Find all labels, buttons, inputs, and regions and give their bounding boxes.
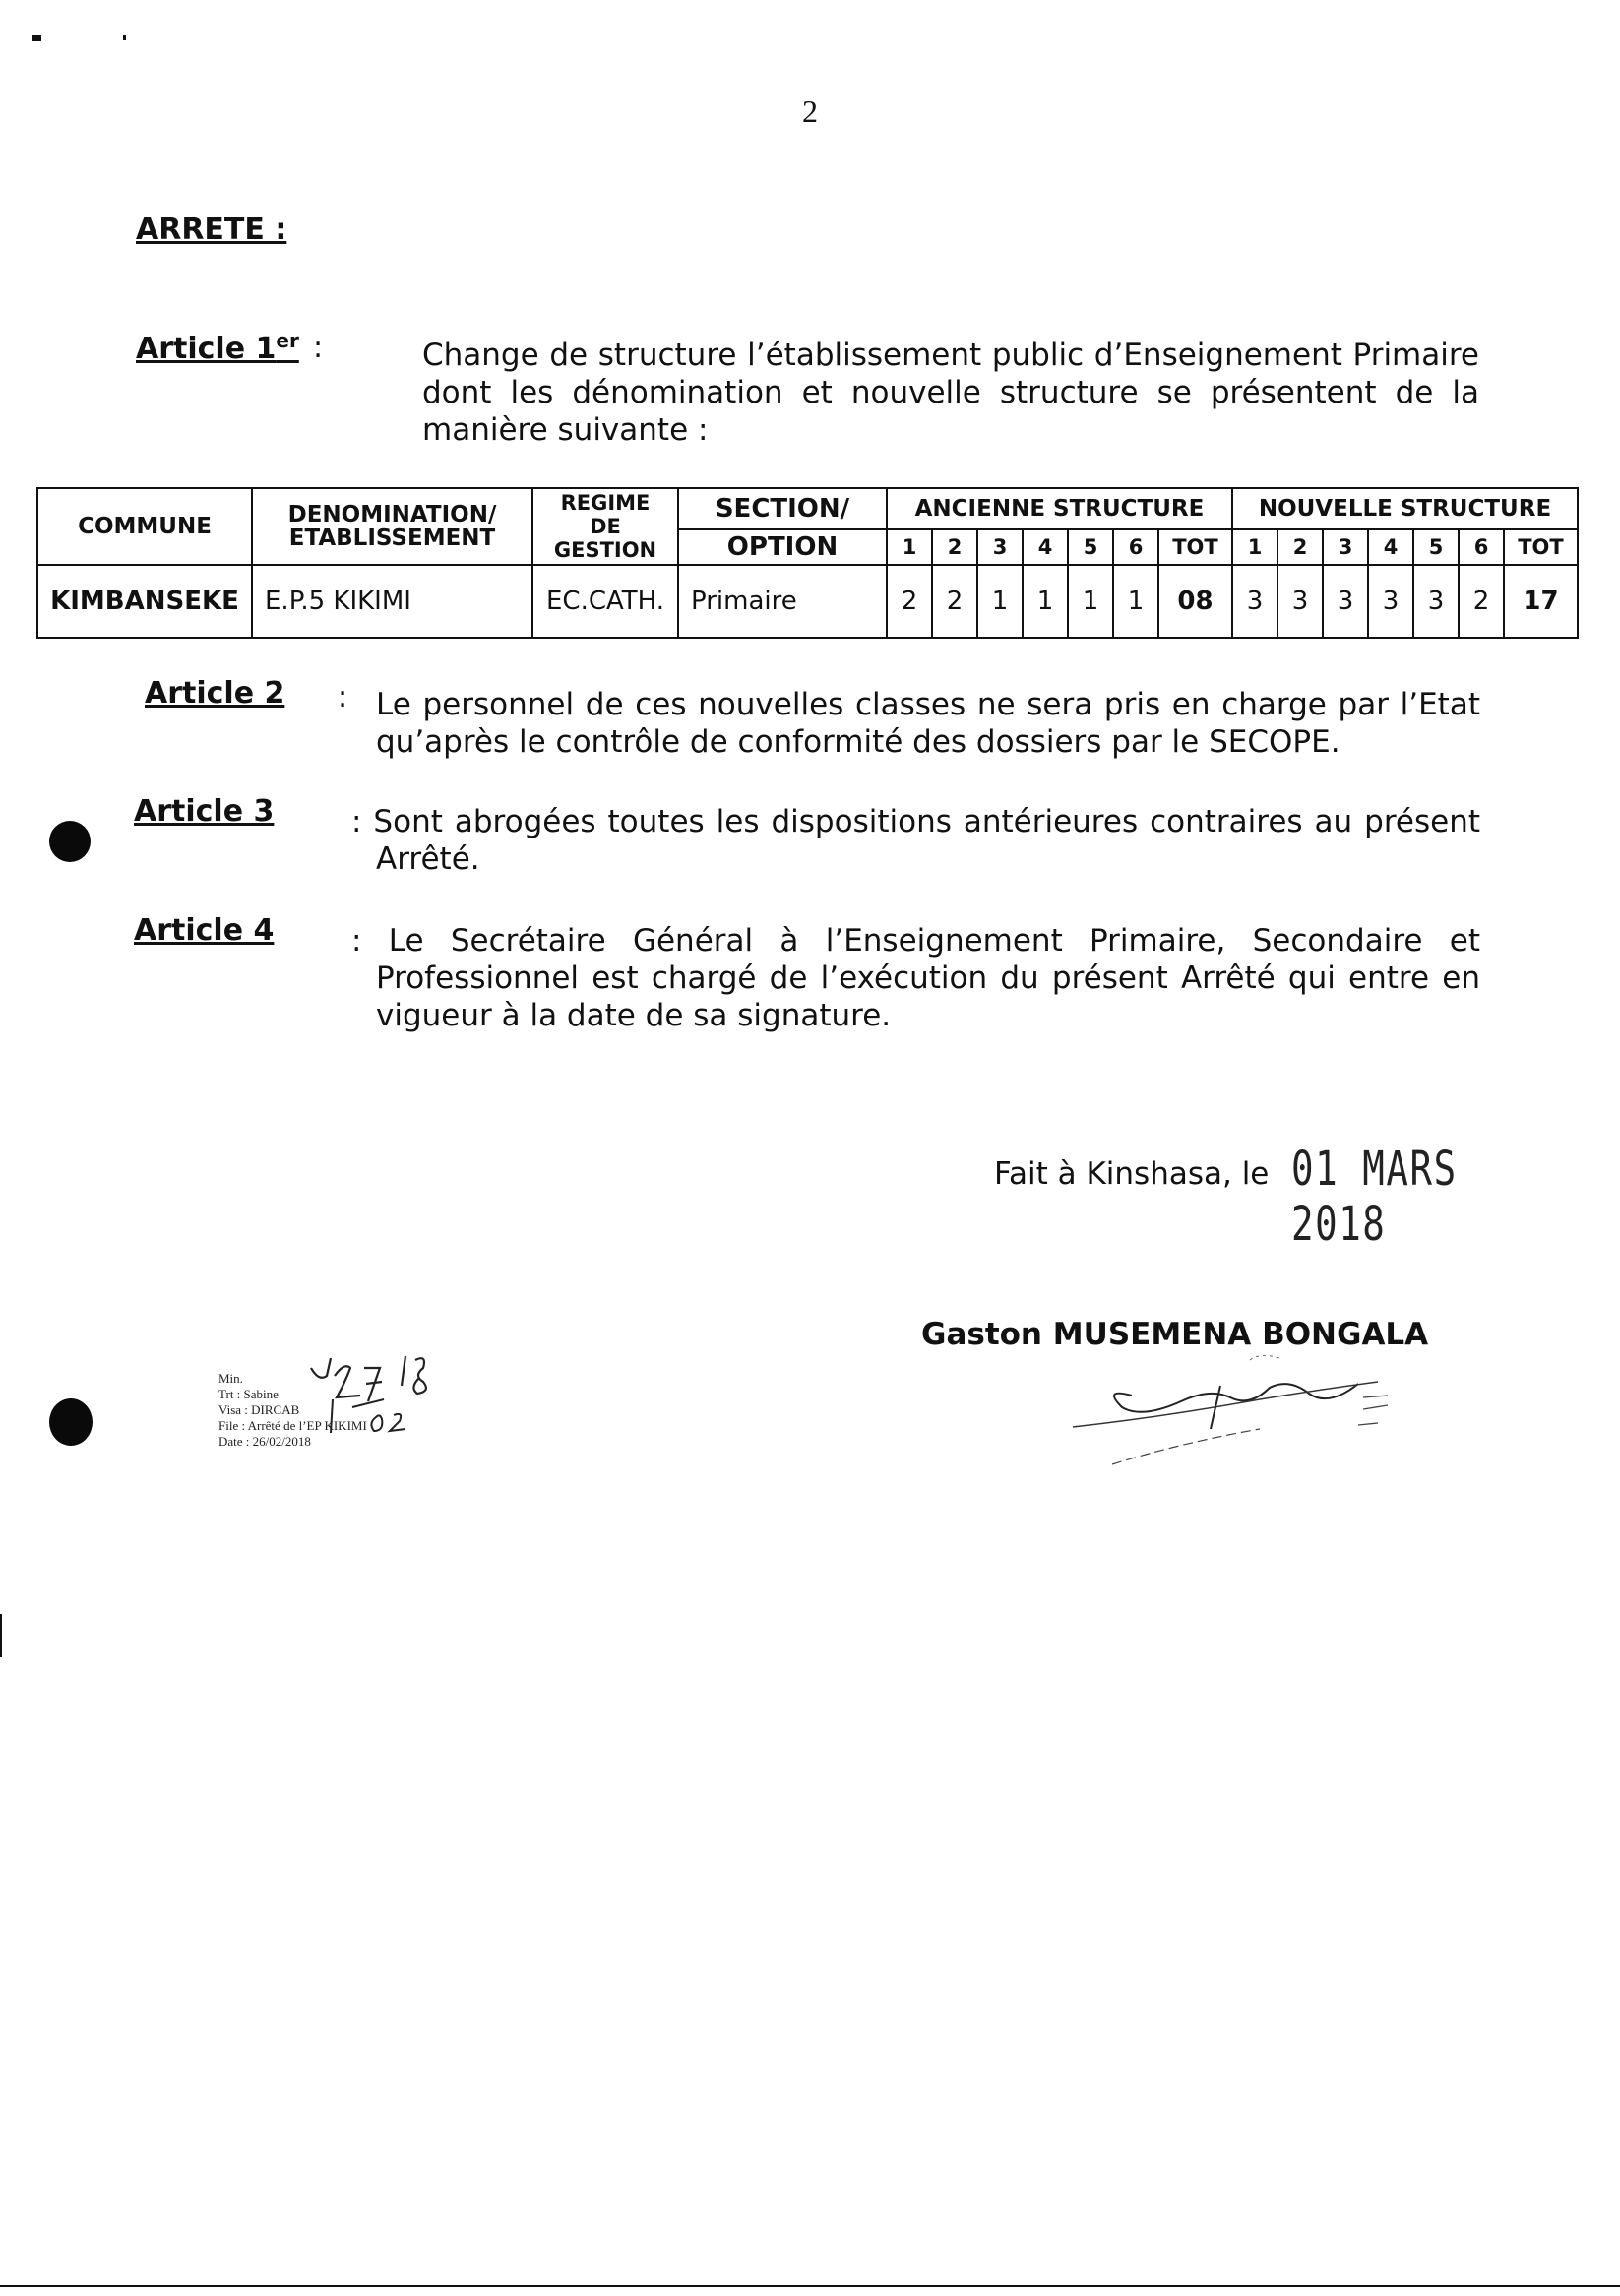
article-1-line: manière suivante :: [422, 412, 709, 448]
header-total: TOT: [1504, 529, 1578, 565]
header-class: 3: [977, 529, 1023, 565]
scan-speck: [32, 35, 41, 41]
article-2-line: Le personnel de ces nouvelles classes ne sera pris en charge par l’Etat: [376, 687, 1480, 722]
reference-min: Min.: [218, 1371, 243, 1386]
header-class: 6: [1459, 529, 1504, 565]
header-regime-line: REGIME: [560, 491, 651, 515]
article-4-line: vigueur à la date de sa signature.: [376, 998, 892, 1033]
article-4-line: : Le Secrétaire Général à l’Enseignement Primaire, Secondaire et: [351, 923, 1480, 959]
header-class: 1: [1232, 529, 1277, 565]
header-class: 5: [1068, 529, 1113, 565]
article-1-label: Article 1er: [136, 329, 299, 366]
article-3-line: Arrêté.: [376, 841, 480, 877]
article-3-line: : Sont abrogées toutes les dispositions antérieures contraires au présent: [351, 804, 1480, 839]
article-1-line: dont les dénomination et nouvelle structure se présentent de la: [422, 375, 1479, 410]
header-class: 1: [887, 529, 932, 565]
page-number: 2: [802, 93, 818, 129]
structure-table: [36, 487, 1579, 639]
header-class: 5: [1413, 529, 1459, 565]
scan-edge-line: [0, 1614, 2, 1657]
cell-ancienne-class: 1: [977, 565, 1023, 638]
article-3-text: [351, 803, 1480, 878]
header-denomination: [252, 488, 532, 565]
article-1-colon: :: [313, 331, 324, 365]
article-2-text: [376, 686, 1480, 761]
header-class: 6: [1113, 529, 1158, 565]
reference-date: Date : 26/02/2018: [218, 1434, 311, 1449]
stamped-date: 01 MARS 2018: [1291, 1142, 1458, 1252]
punch-hole-mark: [49, 1398, 93, 1446]
article-1-text: [422, 337, 1479, 449]
handwritten-initials: [305, 1348, 453, 1437]
cell-ancienne-class: 2: [932, 565, 977, 638]
header-denomination-line: ETABLISSEMENT: [288, 526, 496, 551]
header-nouvelle-structure: NOUVELLE STRUCTURE: [1232, 488, 1578, 529]
article-4-label: Article 4: [134, 913, 275, 948]
cell-section: Primaire: [678, 565, 887, 638]
reference-trt: Trt : Sabine: [218, 1387, 279, 1401]
handwritten-signature: [1063, 1348, 1417, 1476]
reference-visa: Visa : DIRCAB: [218, 1402, 300, 1417]
header-total: TOT: [1158, 529, 1232, 565]
table-header-row: [37, 488, 1578, 529]
scan-speck: [123, 35, 126, 40]
header-class: 2: [932, 529, 977, 565]
cell-nouvelle-class: 3: [1277, 565, 1323, 638]
header-ancienne-structure: ANCIENNE STRUCTURE: [887, 488, 1232, 529]
cell-ancienne-class: 1: [1023, 565, 1068, 638]
reference-file: File : Arrêté de l’EP KIKIMI: [218, 1418, 367, 1433]
header-class: 3: [1323, 529, 1368, 565]
header-regime-line: GESTION: [553, 538, 657, 562]
cell-commune: KIMBANSEKE: [37, 565, 252, 638]
header-commune: COMMUNE: [37, 488, 252, 565]
cell-ancienne-class: 2: [887, 565, 932, 638]
cell-nouvelle-class: 3: [1413, 565, 1459, 638]
header-section: SECTION/: [678, 488, 887, 529]
signatory-name: Gaston MUSEMENA BONGALA: [921, 1317, 1429, 1352]
cell-ancienne-class: 1: [1068, 565, 1113, 638]
header-class: 4: [1368, 529, 1413, 565]
article-3-label: Article 3: [134, 794, 275, 829]
article-4-text: [351, 922, 1480, 1034]
cell-nouvelle-class: 3: [1232, 565, 1277, 638]
article-1-line: Change de structure l’établissement public d’Enseignement Primaire: [422, 338, 1479, 373]
header-regime: [532, 488, 678, 565]
cell-denomination: E.P.5 KIKIMI: [252, 565, 532, 638]
header-option: OPTION: [678, 529, 887, 565]
header-class: 2: [1277, 529, 1323, 565]
cell-nouvelle-class: 3: [1323, 565, 1368, 638]
cell-nouvelle-class: 2: [1459, 565, 1504, 638]
cell-ancienne-class: 1: [1113, 565, 1158, 638]
table-row: [37, 565, 1578, 638]
arrete-heading: ARRETE :: [136, 213, 287, 247]
punch-hole-mark: [49, 821, 91, 862]
cell-regime: EC.CATH.: [532, 565, 678, 638]
place-date-label: Fait à Kinshasa, le: [994, 1156, 1270, 1192]
article-2-line: qu’après le contrôle de conformité des dossiers par le SECOPE.: [376, 724, 1340, 760]
cell-nouvelle-class: 3: [1368, 565, 1413, 638]
article-2-label: Article 2: [145, 676, 285, 711]
cell-ancienne-total: 08: [1158, 565, 1232, 638]
header-denomination-line: DENOMINATION/: [287, 502, 497, 527]
article-2-colon: :: [338, 680, 348, 714]
header-regime-line: DE: [590, 515, 621, 538]
header-class: 4: [1023, 529, 1068, 565]
cell-nouvelle-total: 17: [1504, 565, 1578, 638]
scan-bottom-line: [0, 2285, 1620, 2287]
article-4-line: Professionnel est chargé de l’exécution du présent Arrêté qui entre en: [376, 961, 1480, 996]
